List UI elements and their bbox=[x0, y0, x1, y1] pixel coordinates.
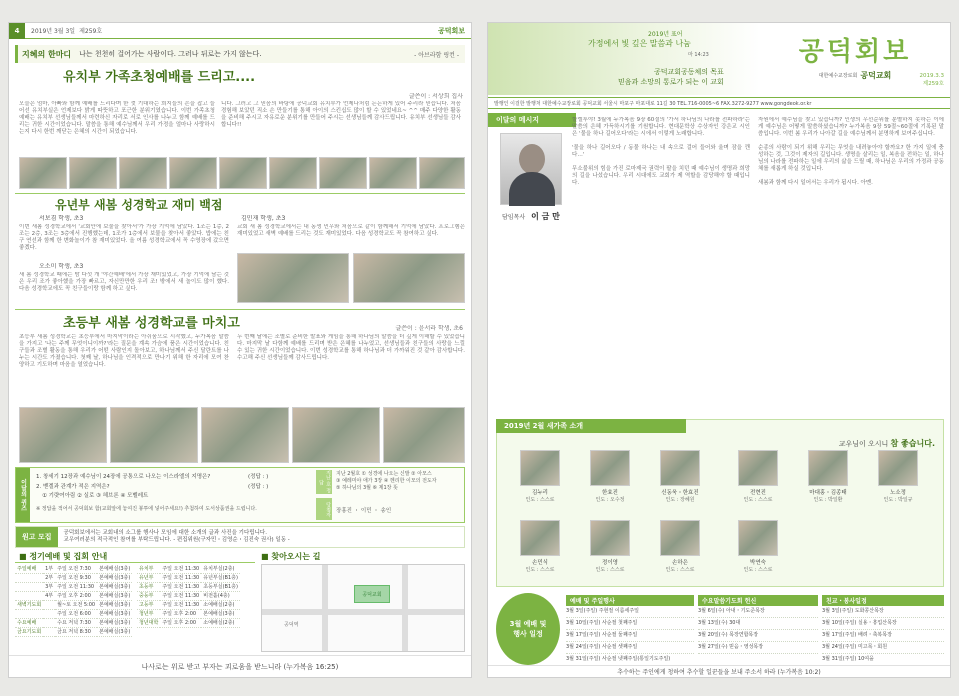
worship-cell: 주일예배 bbox=[15, 564, 43, 573]
worship-row bbox=[15, 609, 132, 618]
recruit-box bbox=[15, 526, 465, 548]
newcomer-guide: 인도 : 박일규 bbox=[883, 497, 913, 503]
newcomer-photo bbox=[878, 450, 918, 486]
newcomer-photo bbox=[660, 520, 700, 556]
wisdom-banner bbox=[15, 45, 465, 63]
newcomer-photo bbox=[738, 450, 778, 486]
dept-cell: 유치부 bbox=[137, 564, 160, 573]
event-item: 3월 6일(수) 아내・기도준목장 bbox=[698, 606, 818, 618]
event-item: 3월 10일(주일) 사순절 첫째주일 bbox=[566, 618, 694, 630]
quiz-q1: 1. 창세기 12장과 예수님이 24장에 공통으로 나오는 이스라엘의 지명은? bbox=[36, 474, 211, 480]
worship-cell: 본예배실(3층) bbox=[99, 611, 131, 617]
worship-table-2 bbox=[137, 564, 240, 628]
logo-title: 공덕회보 bbox=[798, 37, 912, 67]
worship-cell: 본예배실(3층) bbox=[99, 565, 131, 572]
newcomer-guide: 인도 : 스스로 bbox=[665, 567, 695, 573]
date-badge bbox=[920, 73, 945, 87]
dept-cell: 유치부실(2층) bbox=[201, 564, 240, 573]
worship-cell bbox=[43, 618, 55, 627]
newcomer-card bbox=[577, 450, 643, 503]
dept-cell: 청년대학 bbox=[139, 620, 159, 626]
dept-cell: 주일 오후 2:00 bbox=[160, 618, 201, 627]
newcomer-card bbox=[647, 450, 713, 503]
divider-2 bbox=[15, 309, 465, 310]
worship-cell: 수요예배 bbox=[15, 618, 43, 627]
sec2-text-c: 새 봄 성경학교 때에는 밤 다섯 개 '야간예배'에서 가장 재미있었고, 가장 기억에 남는 것은 우리 조가 좋아했을 가장 빠르고, 자신만만한 우리 조! 밖에서 새 놀이도 많이 했다. 다음 성경학교에도 꼭 친구들이랑 함께 하고 싶다. bbox=[19, 272, 229, 292]
sec1-column-b: 니다. 그러고 그 믿음의 바탕에 공덕교회 유치부가 언제나처럼 든든하게 있어 주리라 믿습니다. 처음 경험해 보았던 직소 손 만들기를 통해 아이의 스킨십도 많이 할 수 있었네요~ ^^ 매주 다양한 활동을 준비해 주시고 자유로운 분위기를 만들어 주시는 선생님들께 감사드립니다. 유치부 선생님들 감사합니다!! bbox=[221, 101, 461, 128]
dept-cell: 주일 오전 11:30 bbox=[162, 575, 200, 581]
newcomer-name: 노소정 bbox=[890, 490, 906, 496]
newcomer-card bbox=[577, 520, 643, 573]
worship-cell: 주일 오전 6:00 bbox=[55, 609, 97, 618]
newcomer-photo bbox=[738, 520, 778, 556]
newcomer-guide: 인도 : 박일환 bbox=[813, 497, 843, 503]
worship-row bbox=[15, 591, 132, 600]
left-page bbox=[8, 22, 472, 678]
schedule-rule bbox=[15, 562, 255, 563]
date-badge-text: 2019.3.3 bbox=[919, 73, 944, 79]
map-title-text: 찾아오시는 길 bbox=[271, 552, 321, 561]
newcomers-title: 2019년 2월 새가족 소개 bbox=[496, 419, 686, 433]
sec2-photo-1 bbox=[237, 253, 349, 303]
worship-cell: 주일 오전 9:30 bbox=[55, 573, 97, 582]
sec1-byline: 글쓴이 : 서상희 집사 bbox=[408, 93, 463, 100]
event-item: 3월 24일(주일) 미고목・회원 bbox=[822, 642, 944, 654]
header-date: 2019년 3월 3일 bbox=[31, 28, 76, 35]
sec1-photo-3 bbox=[119, 157, 167, 189]
sec3-photo-3 bbox=[201, 407, 289, 463]
events-col-1-title: 예배 및 주일행사 bbox=[566, 595, 694, 606]
header-issue: 제259호 bbox=[79, 28, 103, 35]
event-item: 3월 20일(수) 목장연합목장 bbox=[698, 630, 818, 642]
dept-cell: 중등부 bbox=[137, 591, 160, 600]
dept-cell: 주일 오전 11:30 bbox=[162, 565, 200, 572]
recruit-label: 원고 모집 bbox=[16, 527, 58, 547]
map-station: 공덕역 bbox=[284, 622, 299, 628]
map-road-h bbox=[262, 609, 464, 615]
events-col-2-title: 수요말씀기도회 헌신 bbox=[698, 595, 818, 606]
events-col-1 bbox=[566, 595, 694, 666]
map-church: 공덕교회 bbox=[354, 585, 390, 603]
sec3-photo-2 bbox=[110, 407, 198, 463]
message-title: 이달의 메시지 bbox=[488, 113, 576, 127]
pastor-role: 담임목사 bbox=[502, 214, 526, 221]
worship-cell bbox=[15, 573, 43, 582]
worship-cell: 본예배실(3층) bbox=[99, 575, 131, 581]
worship-cell: 본예배실(3층) bbox=[99, 629, 131, 635]
worship-row bbox=[15, 627, 132, 636]
event-item: 3월 31일(주일) 10여을 bbox=[822, 654, 944, 666]
sec3-text-a: 초등부 새봄 성경학교는 초등부에서 마지막이라는 아쉬움으로 시작했고, 누가복음 말씀을 가지고 '나는 주께 무엇이니이까?'라는 질문을 계속 가슴에 품은 시간이었습니다. 친구들과 조별 활동을 통해 우리가 어떤 사람인지 돌아보고, 하나님께서 주신 달란트를 나누는 시간도 가졌습니다. 첫째 날, 하나님을 인격적으로 만나기 위해 한 자리에 모여 찬양하고 기도하며 마음을 열었습니다. bbox=[19, 334, 229, 368]
newcomer-guide: 인도 : 스스로 bbox=[525, 497, 555, 503]
newcomer-name: 정이영 bbox=[602, 560, 618, 566]
newcomer-card bbox=[507, 450, 573, 503]
newcomer-name: 신동욱・한효진 bbox=[661, 490, 699, 496]
dept-cell: 유년부실(B1층) bbox=[203, 575, 238, 581]
worship-row bbox=[15, 618, 132, 627]
dept-cell: 주일 오후 2:00 bbox=[160, 609, 201, 618]
page-header bbox=[9, 23, 471, 39]
dept-row bbox=[137, 582, 240, 591]
dept-cell: 본예배실(3층) bbox=[201, 609, 240, 618]
pastor-caption bbox=[502, 211, 560, 222]
right-page bbox=[487, 22, 951, 678]
dept-row bbox=[137, 609, 240, 618]
sec3-photo-4 bbox=[292, 407, 380, 463]
dept-cell: 유년부 bbox=[137, 573, 160, 582]
schedule-title-text: 정기예배 및 집회 안내 bbox=[29, 552, 108, 561]
worship-row bbox=[15, 582, 132, 591]
masthead-art bbox=[488, 23, 760, 95]
event-item: 3월 3일(주일) 주현절 이름세주일 bbox=[566, 606, 694, 618]
pastor-name: 이 금 만 bbox=[531, 212, 560, 221]
newcomer-photo bbox=[520, 450, 560, 486]
worship-cell: 3부 bbox=[45, 584, 54, 590]
events-col-3 bbox=[822, 595, 944, 666]
church-denomination: 대한예수교장로회 bbox=[818, 73, 858, 79]
prev-answers: 지난 2월호 ① 성경에 나오는 신발 ② 아모스 ③ 예레미야 애가 3장 ④ 헨리한 이모의 전도자 ⑤ 하나님의 3월 ⑥ 제1장 뜻 bbox=[336, 471, 437, 491]
newcomer-name: 손하은 bbox=[672, 560, 688, 566]
sec2-author-a: 서보겸 학생, 초3 bbox=[39, 215, 84, 222]
worship-cell bbox=[43, 600, 55, 609]
newcomer-guide: 인도 : 스스로 bbox=[595, 567, 625, 573]
newcomer-photo bbox=[590, 450, 630, 486]
winners-label: 당첨자 bbox=[316, 498, 332, 520]
event-item: 3월 13일(수) 30대 bbox=[698, 618, 818, 630]
message-column-b: 자원에서 예수님을 찾고 있습니까? 인생의 우선순위를 분별하지 못하는 이에게 예수님은 어떻게 말씀하셨습니까? 누가복음 9장 59절~60절에 기록된 말씀입니다. 이번 봄 우리가 나아갈 길을 예수님께서 분명하게 보여주십니다. 순종의 사람이 되기 위해 우리는 무엇을 내려놓아야 할까요? 한 가지 일에 충성하는 것, 그것이 제자의 길입니다. 생명을 살리는 일, 복음을 전하는 일, 하나님의 나라를 전파하는 일에 우리의 삶을 드릴 때, 하나님은 우리의 가정과 공동체를 새롭게 하실 것입니다. 새봄과 함께 다시 일어서는 우리가 됩시다. 아멘. bbox=[758, 117, 944, 186]
greeting-a: 교우님이 오시니 bbox=[838, 440, 891, 448]
message-column-a: 할렐루야! 3월에 누가복음 9장 60절의 '가서 하나님의 나라를 전파하라'는 말씀의 은혜 가득하시기를 기원합니다. 현대문학상 수상자인 강은교 시인은 '물을 하나 길어오다'라는 시에서 이렇게 노래합니다. '물을 하나 길어오다 / 동물 하나는 내 속으로 걸어 들어와 울며 잠을 깬다…' 무소불위의 힘을 가진 로마제국 권력이 팔을 치던 때 예수님이 생명과 희망의 길을 나섰습니다. 우리 시대에도 교회가 제 역할을 감당해야 할 때입니다. bbox=[572, 117, 750, 186]
divider-1 bbox=[15, 193, 465, 194]
newcomer-card bbox=[647, 520, 713, 573]
newcomer-card bbox=[725, 450, 791, 503]
sec1-photo-6 bbox=[269, 157, 317, 189]
sec1-photo-4 bbox=[169, 157, 217, 189]
worship-cell: 새벽기도회 bbox=[17, 602, 42, 608]
church-name: 공덕교회 bbox=[860, 71, 892, 80]
motto-verse: 마 14:23 bbox=[688, 52, 709, 58]
map-title: ■ 찾아오시는 길 bbox=[261, 552, 321, 561]
dept-cell: 청년부 bbox=[137, 609, 160, 618]
newcomer-photo bbox=[808, 450, 848, 486]
dept-cell: 초등부 bbox=[137, 582, 160, 591]
sec1-photo-8 bbox=[369, 157, 417, 189]
quiz-label: 이달의 퀴즈 bbox=[16, 468, 30, 522]
dept-cell: 주일 오전 11:30 bbox=[162, 602, 200, 608]
newcomer-guide: 인도 : 스스로 bbox=[525, 567, 555, 573]
worship-cell: 월~토 오전 5:00 bbox=[57, 602, 96, 608]
sec1-column-a: 오늘은 엄마, 아빠와 함께 예배를 드리다며 한 껏 기대하는 희지들의 손을 잡고 들어선 유치부실은 언제보다 밝게 따뜻하고 포근한 분위기였습니다. 이번 가족초청예배는 유치부 선생님들께서 마련하신 자리로 서로 인사를 나누고 함께 예배를 드리는 귀한 시간이었습니다. 말씀을 통해 예수님께서 우리 가정을 얼마나 사랑하시는지 다시 한번 깨닫는 은혜의 시간이 되었습니다. bbox=[19, 101, 215, 135]
map-figure bbox=[261, 564, 465, 652]
newcomer-name: 손민식 bbox=[532, 560, 548, 566]
winners: 장홍진 ・ 이민 ・ 송인 bbox=[336, 508, 392, 514]
worship-row bbox=[15, 573, 132, 582]
prev-answer-label: 지난 호 정답 bbox=[318, 470, 331, 494]
sec3-byline: 글쓴이 : 윤서라 학생, 초6 bbox=[395, 325, 463, 332]
worship-cell: 금요 저녁 8:30 bbox=[55, 627, 97, 636]
sec1-photo-1 bbox=[19, 157, 67, 189]
wisdom-quote: 나는 천천히 걸어가는 사람이다. 그러나 뒤로는 가지 않는다. bbox=[79, 50, 262, 58]
wisdom-author: - 아브라함 링컨 - bbox=[414, 51, 459, 59]
worship-cell bbox=[43, 627, 55, 636]
worship-cell: 1부 bbox=[45, 565, 54, 572]
worship-cell: 수요 저녁 7:30 bbox=[55, 618, 97, 627]
sec3-title: 초등부 새봄 성경학교를 마치고 bbox=[63, 316, 240, 331]
map-road-v2 bbox=[402, 565, 408, 651]
newcomer-guide: 인도 : 스스로 bbox=[743, 497, 773, 503]
sec2-title: 유년부 새봄 성경학교 재미 백점 bbox=[55, 198, 223, 212]
worship-cell bbox=[15, 609, 43, 618]
newcomers-box bbox=[496, 419, 944, 587]
dept-row bbox=[137, 573, 240, 582]
pastor-photo bbox=[500, 133, 562, 205]
newcomer-guide: 인도 : 장혜원 bbox=[665, 497, 695, 503]
pastor-photo-face bbox=[519, 144, 545, 174]
header-brand: 공덕회보 bbox=[437, 26, 465, 35]
sec1-photo-7 bbox=[319, 157, 367, 189]
greeting-b: 참 좋습니다. bbox=[890, 439, 935, 448]
newcomer-card bbox=[725, 520, 791, 573]
quiz-q1-answer: (정답 : ) bbox=[248, 474, 269, 480]
worship-cell: 본예배실(3층) bbox=[99, 602, 131, 608]
sec1-photo-9 bbox=[419, 157, 465, 189]
wisdom-tag: 지혜의 한마디 bbox=[22, 49, 72, 59]
quiz-q2-options: ① 기럇여아림 ② 실로 ③ 헤브론 ④ 모벨레트 bbox=[42, 493, 149, 499]
quiz-q2: 2. 벧겔과 관계가 적은 지역은? bbox=[36, 484, 110, 490]
newcomer-guide: 인도 : 오수정 bbox=[595, 497, 625, 503]
worship-cell: 본예배실(3층) bbox=[99, 593, 131, 599]
publisher-info: 발행인 이걸한 발행처 대한예수교장로회 공덕교회 서울시 마포구 마포대로 11길 30 TEL.716-0005~6 FAX.3272-9277 www.gongdeok.or.kr bbox=[488, 97, 950, 109]
newcomers-greeting bbox=[839, 438, 935, 449]
church-name-row bbox=[819, 70, 892, 81]
dept-cell: 소예배실(2층) bbox=[201, 618, 240, 627]
dept-row bbox=[137, 600, 240, 609]
quiz-note: ※ 정답을 적어서 공덕회보 함(교회앞에 놓여진 봉투에 넣어주세요!) 추첨하여 도서상품권을 드립니다. bbox=[36, 506, 257, 512]
worship-cell bbox=[15, 582, 43, 591]
worship-cell: 2부 bbox=[45, 575, 54, 581]
schedule-title: ■ 정기예배 및 집회 안내 bbox=[19, 552, 108, 561]
sec3-text-b: 두 번째 날에는 조별로 준비한 발표와 게임을 통해 하나님의 말씀을 더 깊게 이해할 수 있었습니다. 마지막 날 다함께 예배를 드리며 받은 은혜를 나누었고, 선생님들과 친구들의 사랑을 느낄 수 있는 귀한 시간이었습니다. 이번 성경학교를 통해 하나님과 더 가까워진 것 같아 감사합니다. 수고해 주신 선생님들께 감사드립니다. bbox=[237, 334, 465, 361]
map-road-v1 bbox=[322, 565, 328, 651]
dept-row bbox=[137, 591, 240, 600]
event-item: 3월 17일(주일) 배려・축복목장 bbox=[822, 630, 944, 642]
sec2-author-c: 오소미 학생, 초3 bbox=[39, 263, 84, 270]
events-badge: 3월 예배 및 행사 일정 bbox=[496, 593, 560, 665]
dept-cell: 초등부실(B1층) bbox=[203, 584, 238, 590]
page-number: 4 bbox=[9, 23, 25, 39]
newcomer-name: 김누리 bbox=[532, 490, 548, 496]
worship-cell bbox=[43, 609, 55, 618]
sec1-title: 유치부 가족초청예배를 드리고.... bbox=[63, 70, 256, 85]
worship-row bbox=[15, 600, 132, 609]
church-vision: 공덕교회공동체의 목표 믿음과 소망의 통로가 되는 이 교회 bbox=[618, 68, 724, 86]
newcomer-name: 박연숙 bbox=[750, 560, 766, 566]
newcomer-photo bbox=[590, 520, 630, 556]
worship-cell: 주일 오후 2:00 bbox=[55, 591, 97, 600]
sec3-photo-5 bbox=[383, 407, 465, 463]
dept-row bbox=[137, 564, 240, 573]
dept-cell: 주일 오전 11:30 bbox=[162, 584, 200, 590]
events-col-3-title: 친교・봉사일정 bbox=[822, 595, 944, 606]
issue-badge-text: 제259호 bbox=[922, 81, 944, 87]
quiz-q2-answer: (정답 : ) bbox=[248, 484, 269, 490]
event-item: 3월 3일(주일) 도화콩산목장 bbox=[822, 606, 944, 618]
dept-cell: 고등부 bbox=[137, 600, 160, 609]
event-item: 3월 10일(주일) 실용・흥업산목장 bbox=[822, 618, 944, 630]
event-item: 3월 31일(주일) 사순절 넷째주일(통일기도주일) bbox=[566, 654, 694, 666]
newcomer-name: 한효진 bbox=[602, 490, 618, 496]
newcomer-card bbox=[865, 450, 931, 503]
worship-cell: 주일 오전 7:30 bbox=[55, 564, 97, 573]
newcomer-name: 마대홍・김종태 bbox=[809, 490, 847, 496]
pastor-photo-body bbox=[509, 172, 555, 206]
newcomer-photo bbox=[520, 520, 560, 556]
worship-cell: 본예배실(3층) bbox=[99, 620, 131, 626]
worship-cell: 4부 bbox=[45, 593, 54, 599]
quiz-box bbox=[15, 467, 465, 523]
sec3-photo-1 bbox=[19, 407, 107, 463]
newcomer-guide: 인도 : 스스로 bbox=[743, 567, 773, 573]
worship-row bbox=[15, 564, 132, 573]
sec2-text-b: 교회 새 봄 성경학교에서는 내 동생 민우와 처음으로 같이 함께해서 기억에 남았다. 프로그램은 재미있었고 새벽 예배를 드리는 것도 재미있었다. 다음 성경학교도 꼭 참여하고 싶다. bbox=[237, 224, 465, 237]
sec2-author-b: 김민재 학생, 초3 bbox=[241, 215, 286, 222]
sec1-photo-2 bbox=[69, 157, 117, 189]
worship-table-1 bbox=[15, 564, 132, 637]
worship-cell: 본예배실(3층) bbox=[99, 584, 131, 590]
event-item: 3월 17일(주일) 사순절 둘째주일 bbox=[566, 630, 694, 642]
newcomer-photo bbox=[660, 450, 700, 486]
dept-cell: 비전홀(4층) bbox=[201, 591, 240, 600]
left-footer: 나사로는 위로 받고 부자는 괴로움을 받느니라 (누가복음 16:25) bbox=[9, 655, 471, 677]
dept-cell: 소예배실(2층) bbox=[201, 600, 240, 609]
worship-cell: 주일 오전 11:30 bbox=[55, 582, 97, 591]
events-col-2 bbox=[698, 595, 818, 654]
newcomer-name: 전현진 bbox=[750, 490, 766, 496]
motto-label: 2019년 표어 bbox=[648, 31, 683, 38]
sec2-photo-2 bbox=[353, 253, 465, 303]
newcomer-card bbox=[795, 450, 861, 503]
right-footer: 추수하는 주인에게 청하여 추수할 일꾼들을 보내 주소서 하라 (누가복음 10:2) bbox=[488, 665, 950, 677]
sec1-photo-5 bbox=[219, 157, 267, 189]
motto-text: 가정에서 빛 깊은 말씀과 나눔 bbox=[588, 39, 691, 48]
worship-cell bbox=[15, 591, 43, 600]
worship-cell: 금요기도회 bbox=[17, 629, 42, 635]
event-item: 3월 24일(주일) 사순절 셋째주일 bbox=[566, 642, 694, 654]
dept-cell: 주일 오전 11:30 bbox=[162, 593, 200, 599]
recruit-text: 공덕회보에서는 교회내의 소그룹 행사나 모임에 대한 소개의 글과 사진을 기다립니다. 교우여러분의 적극적인 참여를 부탁드립니다. - 편집위원(구자민・김영순・김진숙 권사) 일동 - bbox=[63, 530, 290, 543]
event-item: 3월 27일(수) 믿음・영성목장 bbox=[698, 642, 818, 654]
newcomer-card bbox=[507, 520, 573, 573]
sec2-text-a: 이번 새봄 성경학교에서 '교회안에 보물을 찾아서'가 가장 기억에 남았다. 1조는 1층, 2조는 2층, 3조는 3층에서 진행했는데, 1조가 1층에서 보물을 찾아서 좋았다. 밥에는 친구 연선과 함께 한 변화놀이가 참 재미있었다. 올 여름 성경학교에서 꼭 수영장에 갔으면 좋겠다. bbox=[19, 224, 229, 251]
dept-row bbox=[137, 618, 240, 627]
